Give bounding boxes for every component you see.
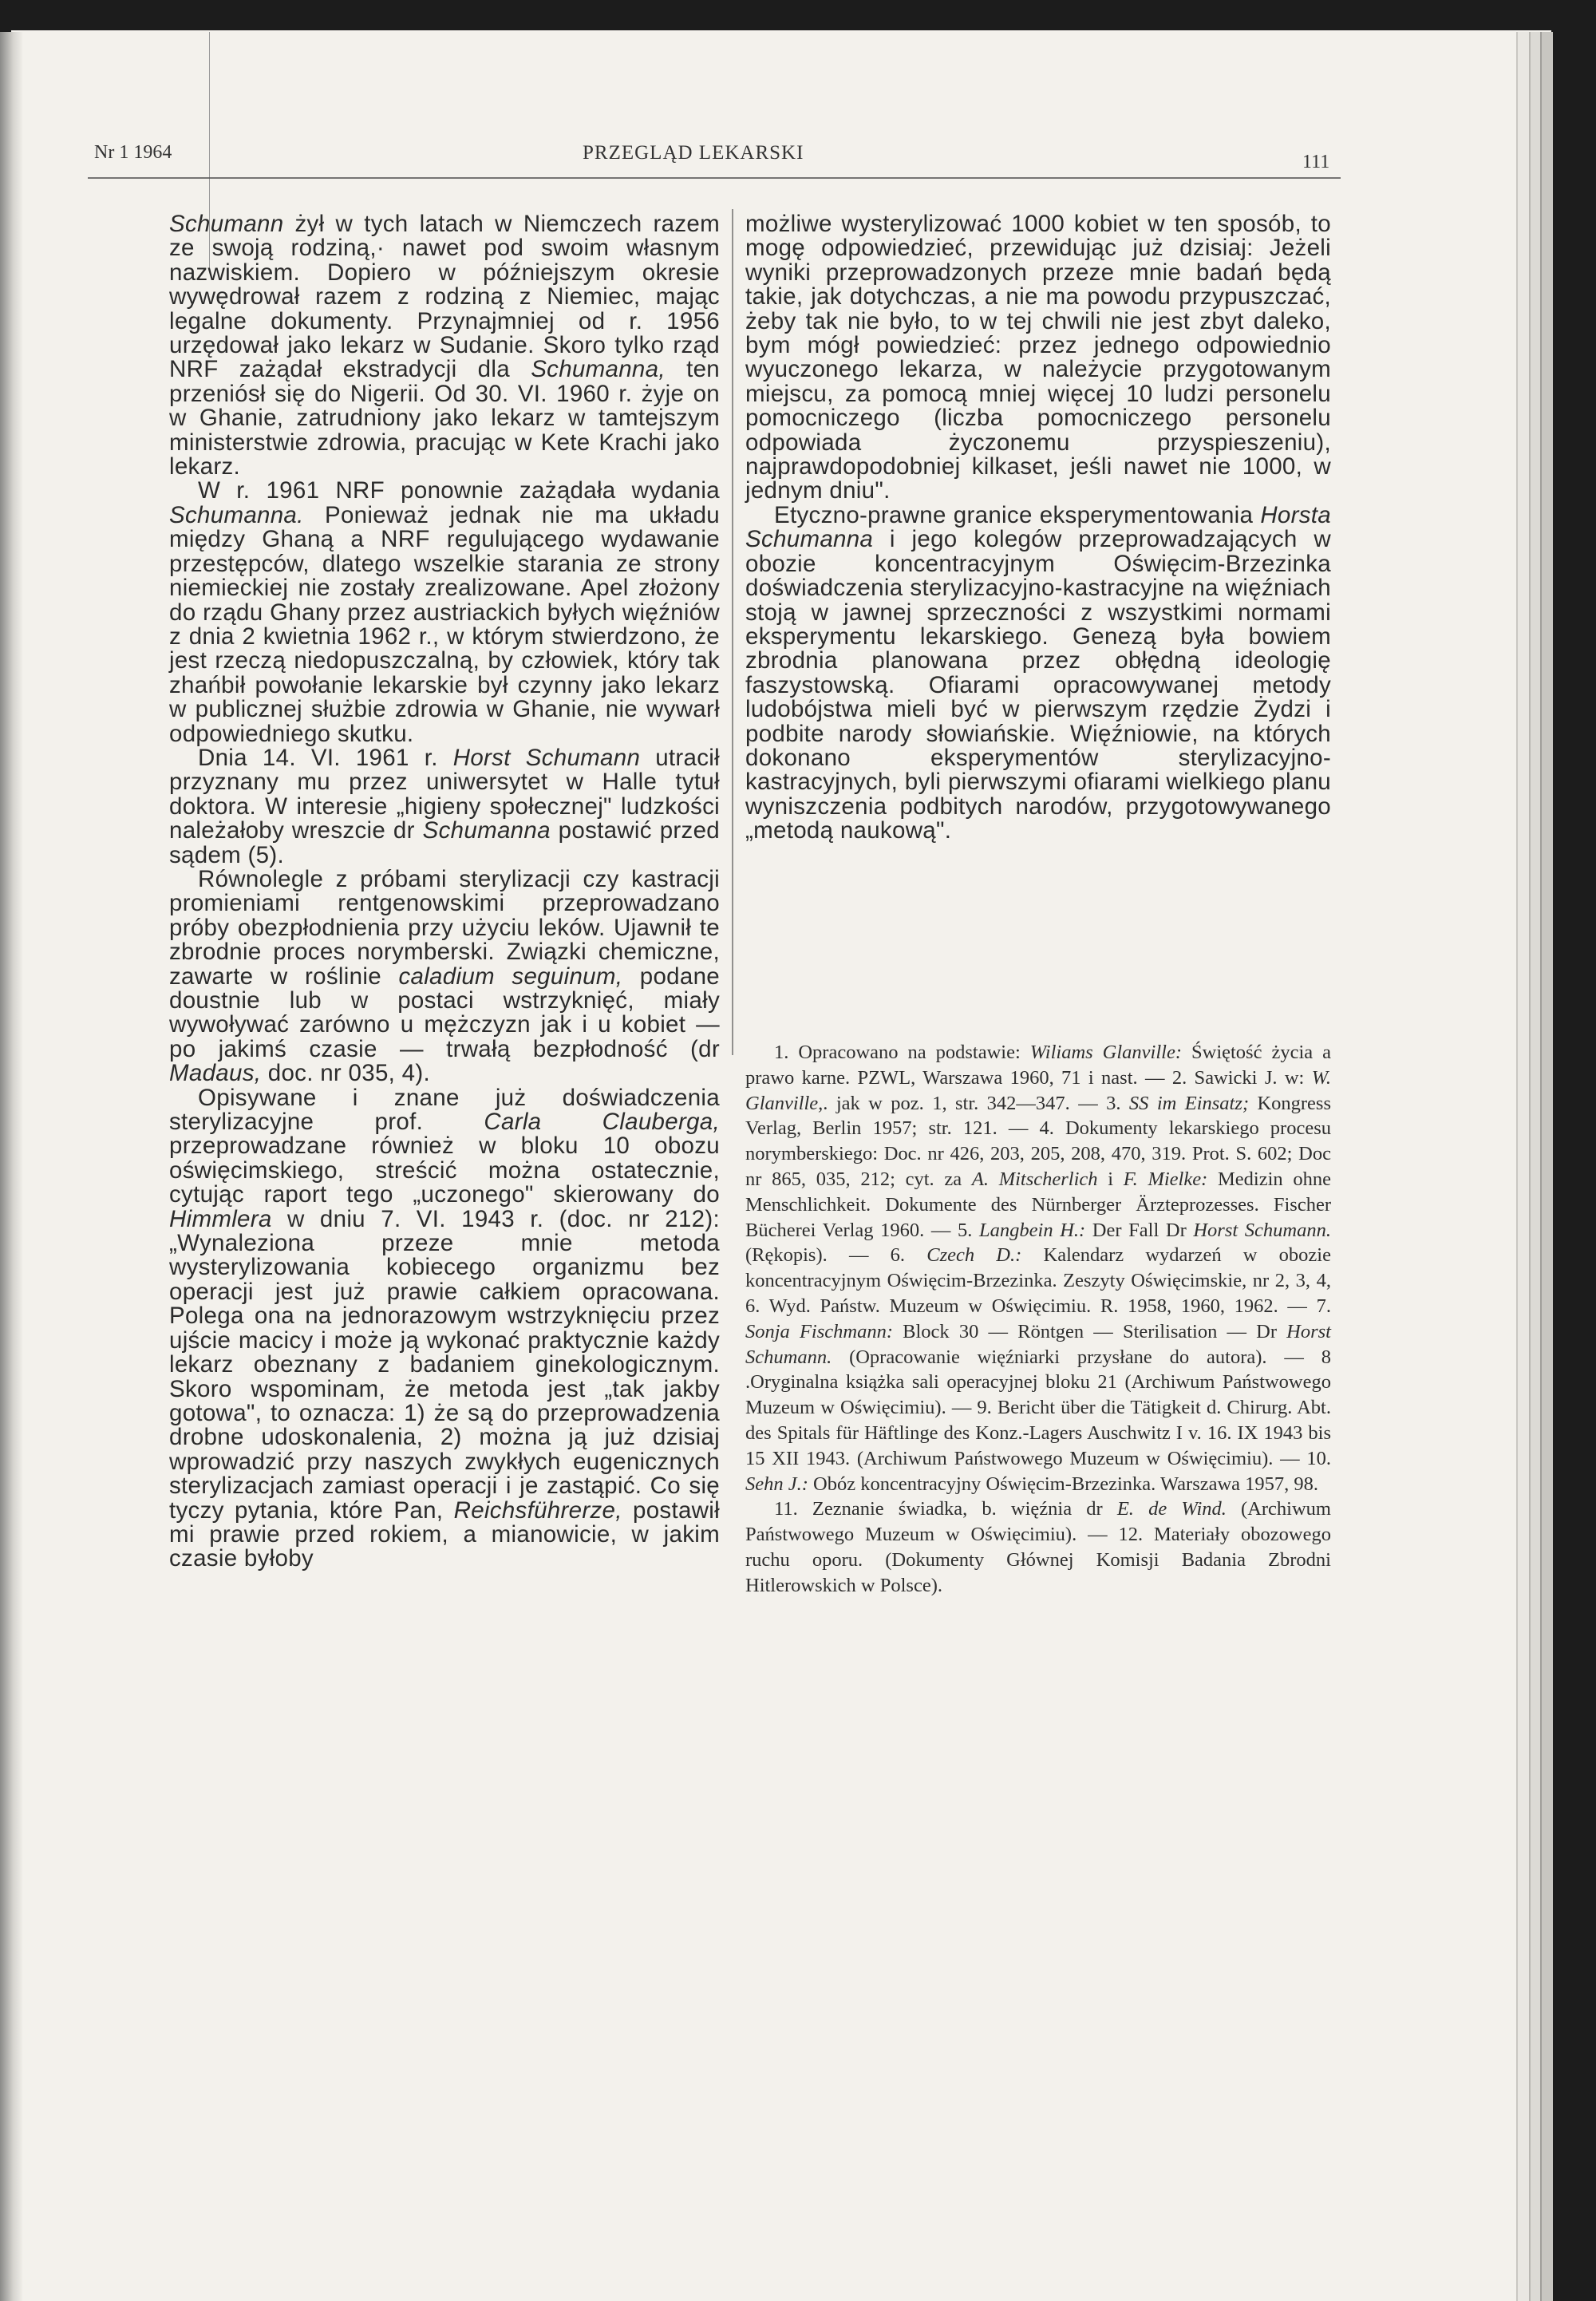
text-run: Der Fall Dr xyxy=(1085,1219,1194,1241)
italic-text: W. Glanville, xyxy=(745,1066,1331,1114)
text-run: żył w tych latach w Niemczech razem ze swoją rodziną,· nawet pod swoim własnym nazwiskiem. Dopiero w późniejszym okresie wywędrował razem z rodziną z Niemiec, mając legalne dokumenty. Przynajmniej od r. 1956 urzędował jako lekarz w Sudanie. Skoro tylko rząd NRF zażądał ekstradycji dla xyxy=(169,211,720,383)
body-paragraph xyxy=(745,212,1331,504)
text-run: w dniu 7. VI. 1943 r. (doc. nr 212): „Wynaleziona przeze mnie metoda wysterylizowania kobiecego organizmu bez operacji jest już prawie całkiem opracowana. Polega ona na jednorazowym wstrzyknięciu przez ujście macicy i może ją wykonać praktycznie każdy lekarz obeznany z badaniem ginekologicznym. Skoro wspominam, że metoda jest „tak jakby gotowa", to oznacza: 1) że są do przeprowadzenia drobne udoskonalenia, 2) można ją już dzisiaj wprowadzić przy naszych zwykłych eugenicznych sterylizacjach zamiast operacji i je zastąpić. Co się tyczy pytania, które Pan, xyxy=(169,1205,720,1524)
text-run: i xyxy=(1097,1168,1124,1190)
italic-text: Himmlera xyxy=(169,1205,272,1232)
text-run: (Rękopis). — 6. xyxy=(745,1244,927,1267)
italic-text: Madaus, xyxy=(169,1060,262,1087)
text-run: doc. nr 035, 4). xyxy=(261,1060,430,1087)
text-run: Kalendarz wydarzeń w obozie koncentracyjnym Oświęcim-Brzezinka. Zeszyty Oświęcimskie, nr 2, 3, 4, 6. Wyd. Państw. Muzeum w Oświęcimiu. R. 1958, 1960, 1962. — 7. xyxy=(745,1244,1331,1317)
text-run: Ponieważ jednak nie ma układu między Ghaną a NRF regulującego wydawanie przestępców, dlatego wszelkie starania ze strony niemieckiej nie zostały zrealizowane. Apel złożony do rządu Ghany przez austriackich byłych więźniów z dnia 2 kwietnia 1962 r., w którym stwierdzono, że jest rzeczą niedopuszczalną, by człowiek, który tak zhańbił powołanie lekarskie był czynny jako lekarz w publicznej służbie zdrowia w Ghanie, nie wywarł odpowiedniego skutku. xyxy=(169,501,720,747)
italic-text: caladium seguinum, xyxy=(398,963,623,990)
text-run: 11. Zeznanie świadka, b. więźnia dr xyxy=(774,1498,1117,1520)
text-run: Obóz koncentracyjny Oświęcim-Brzezinka. Warszawa 1957, 98. xyxy=(808,1473,1319,1495)
text-run: Świętość życia a prawo karne. PZWL, Warszawa 1960, 71 i nast. — 2. Sawicki J. w: xyxy=(745,1042,1331,1089)
italic-text: Czech D.: xyxy=(926,1244,1022,1267)
text-run: przeprowadzane również w bloku 10 obozu oświęcimskiego, streścić można ostatecznie, cytując raport tego „uczonego" skierowany do xyxy=(169,1133,720,1208)
page-number: 111 xyxy=(1302,152,1330,172)
body-paragraph xyxy=(169,1086,720,1572)
italic-text: Horst Schumann xyxy=(452,744,641,771)
body-paragraph xyxy=(169,865,720,1087)
text-run: i jego kolegów przeprowadzających w obozie koncentracyjnym Oświęcim-Brzezinka doświadczenia sterylizacyjno-kastracyjne na więźniach stoją w jawnej sprzeczności z wszystkimi normami eksperymentu lekarskiego. Genezą była bowiem zbrodnia planowana przez obłędną ideologię faszystowską. Ofiarami opracowywanej metody ludobójstwa mieli być w pierwszym rzędzie Żydzi i podbite narody słowiańskie. Więźniowie, na których dokonano eksperymentów sterylizacyjno-kastracyjnych, byli pierwszymi ofiarami wielkiego planu wyniszczenia podbitych narodów, przygotowywanego „metodą naukową". xyxy=(745,526,1331,844)
italic-text: Sehn J.: xyxy=(745,1473,808,1495)
text-run: (Opracowanie więźniarki przysłane do autora). — 8 .Oryginalna książka sali operacyjnej bloku 21 (Archiwum Państwowego Muzeum w Oświęcimiu). — 9. Bericht über die Tätigkeit d. Chirurg. Abt. des Spitals für Häftlinge des Konz.-Lagers Auschwitz I v. 16. IX 1943 bis 15 XII 1943. (Archiwum Państwowego Muzeum w Oświęcimiu). — 10. xyxy=(745,1346,1331,1469)
text-run: możliwe wysterylizować 1000 kobiet w ten sposób, to mogę odpowiedzieć, przewidując już dzisiaj: Jeżeli wyniki przeprowadzonych przeze mnie badań będą takie, jak dotychczas, a nie ma powodu przypuszczać, żeby tak nie było, to w tej chwili nie jest zbyt daleko, bym mógł powiedzieć: przez jednego odpowiednio wyuczonego lekarza, w należycie przygotowanym miejscu, za pomocą mniej więcej 10 ludzi personelu pomocniczego (liczba pomocniczego personelu odpowiada życzonemu przyspieszeniu), najprawdopodobniej kilkaset, jeśli nawet nie 1000, w jednym dniu". xyxy=(745,211,1331,504)
left-column xyxy=(169,212,720,1572)
text-run: Dnia 14. VI. 1961 r. xyxy=(198,744,453,771)
text-run: W r. 1961 NRF ponownie zażądała wydania xyxy=(198,477,720,504)
italic-text: Wiliams Glanville: xyxy=(1029,1042,1183,1063)
body-paragraph xyxy=(169,746,720,868)
text-run: 1. Opracowano na podstawie: xyxy=(774,1042,1030,1063)
italic-text: F. Mielke: xyxy=(1123,1168,1208,1190)
header-rule xyxy=(88,177,1341,179)
italic-text: Schumanna. xyxy=(169,501,304,528)
italic-text: Horsta Schumanna xyxy=(745,501,1331,553)
text-run: . jak w poz. 1, str. 342—347. — 3. xyxy=(823,1092,1129,1114)
text-run: podane doustnie lub w postaci wstrzyknięć, miały wywoływać zarówno u mężczyzn jak i u kobiet — po jakimś czasie — trwałą bezpłodność (dr xyxy=(169,963,720,1062)
italic-text: E. de Wind. xyxy=(1116,1498,1227,1520)
text-run: Medizin ohne Menschlichkeit. Dokumente des Nürnberger Ärzteprozesses. Fischer Bücherei Verlag 1960. — 5. xyxy=(745,1168,1331,1241)
body-paragraph xyxy=(169,479,720,745)
text-run: Block 30 — Röntgen — Sterilisation — Dr xyxy=(893,1320,1287,1342)
text-run: Etyczno-prawne granice eksperymentowania xyxy=(774,501,1261,528)
text-run: ten przeniósł się do Nigerii. Od 30. VI. 1960 r. żyje on w Ghanie, zatrudniony jako lekarz w tamtejszym ministerstwie zdrowia, pracując w Kete Krachi jako lekarz. xyxy=(169,356,720,480)
text-run: Równolegle z próbami sterylizacji czy kastracji promieniami rentgenowskimi przeprowadzano próby obezpłodnienia przy użyciu leków. Ujawnił te zbrodnie proces norymberski. Związki chemiczne, zawarte w roślinie xyxy=(169,865,720,990)
text-run: (Archiwum Państwowego Muzeum w Oświęcimiu). — 12. Materiały obozowego ruchu oporu. (Dokumenty Głównej Komisji Badania Zbrodni Hitlerowskich w Polsce). xyxy=(745,1498,1331,1596)
italic-text: Sonja Fischmann: xyxy=(745,1320,893,1342)
page-curl-left xyxy=(0,32,22,2301)
italic-text: Schumanna xyxy=(422,817,551,844)
body-paragraph xyxy=(745,501,1331,844)
text-run: postawił mi prawie przed rokiem, a mianowicie, w jakim czasie byłoby xyxy=(169,1496,720,1572)
body-paragraph xyxy=(169,212,720,479)
italic-text: Schumanna, xyxy=(531,356,666,383)
italic-text: A. Mitscherlich xyxy=(971,1168,1098,1190)
italic-text: SS im Einsatz; xyxy=(1128,1092,1250,1114)
italic-text: Carla Clauberga, xyxy=(484,1109,720,1136)
italic-text: Langbein H.: xyxy=(979,1219,1086,1241)
text-run: Kongress Verlag, Berlin 1957; str. 121. — 4. Dokumenty lekarskiego procesu norymberskiego: Doc. nr 426, 203, 205, 208, 470, 319. Prot. S. 602; Doc nr 865, 035, 212; cyt. za xyxy=(745,1092,1332,1190)
references xyxy=(745,1040,1331,1599)
reference-paragraph xyxy=(745,1496,1331,1598)
text-run: Opisywane i znane już doświadczenia sterylizacyjne prof. xyxy=(169,1084,720,1136)
journal-title: PRZEGLĄD LEKARSKI xyxy=(583,142,804,164)
italic-text: Schumann xyxy=(169,211,284,237)
right-column xyxy=(745,212,1331,844)
page-edge xyxy=(1540,32,1553,2301)
italic-text: Horst Schumann. xyxy=(745,1320,1331,1368)
italic-text: Horst Schumann. xyxy=(1193,1219,1331,1241)
italic-text: Reichsführerze, xyxy=(453,1496,622,1524)
issue-number: Nr 1 1964 xyxy=(94,142,172,163)
text-run: postawić przed sądem (5). xyxy=(169,817,720,868)
text-run: utracił przyznany mu przez uniwersytet w Halle tytuł doktora. W interesie „higieny społecznej" ludzkości należałoby wreszcie dr xyxy=(169,744,720,844)
column-divider xyxy=(732,209,733,1055)
reference-paragraph xyxy=(745,1040,1331,1496)
